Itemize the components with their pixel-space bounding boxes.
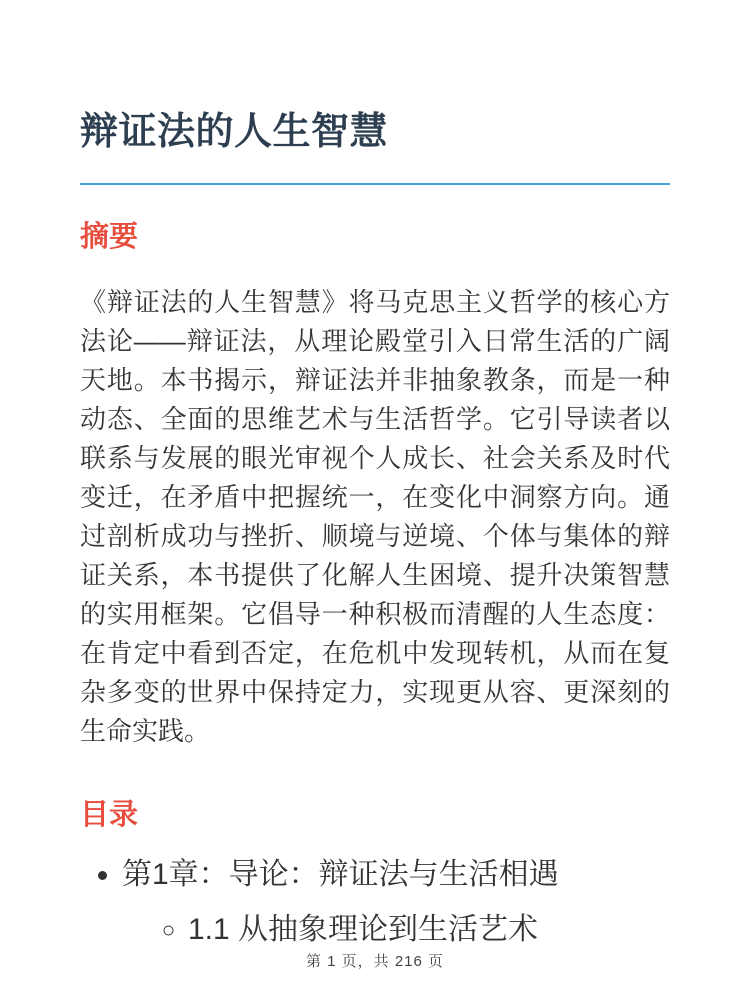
toc-item-1-1 <box>188 910 670 950</box>
abstract-text: 《辩证法的人生智慧》将马克思主义哲学的核心方法论——辩证法，从理论殿堂引入日常生活的广阔天地。本书揭示，辩证法并非抽象教条，而是一种动态、全面的思维艺术与生活哲学。它引导读者以联系与发展的眼光审视个人成长、社会关系及时代变迁，在矛盾中把握统一，在变化中洞察方向。通过剖析成功与挫折、顺境与逆境、个体与集体的辩证关系，本书提供了化解人生困境、提升决策智慧的实用框架。它倡导一种积极而清醒的人生态度：在肯定中看到否定，在危机中发现转机，从而在复杂多变的世界中保持定力，实现更从容、更深刻的生命实践。 <box>80 287 670 747</box>
toc-list <box>80 855 670 950</box>
abstract-heading: 摘要 <box>80 221 139 254</box>
toc-subitem-label: 1.1 从抽象理论到生活艺术 <box>188 912 539 946</box>
toc-heading: 目录 <box>80 799 139 832</box>
toc-sublist-chapter-1 <box>122 910 670 950</box>
page-number-footer: 第 1 页，共 216 页 <box>305 953 445 970</box>
title-divider <box>80 183 670 185</box>
toc-item-label: 第1章：导论：辩证法与生活相遇 <box>122 857 559 891</box>
page-title: 辩证法的人生智慧 <box>80 111 389 153</box>
page-content <box>0 108 750 950</box>
toc-item-chapter-1 <box>122 855 670 950</box>
